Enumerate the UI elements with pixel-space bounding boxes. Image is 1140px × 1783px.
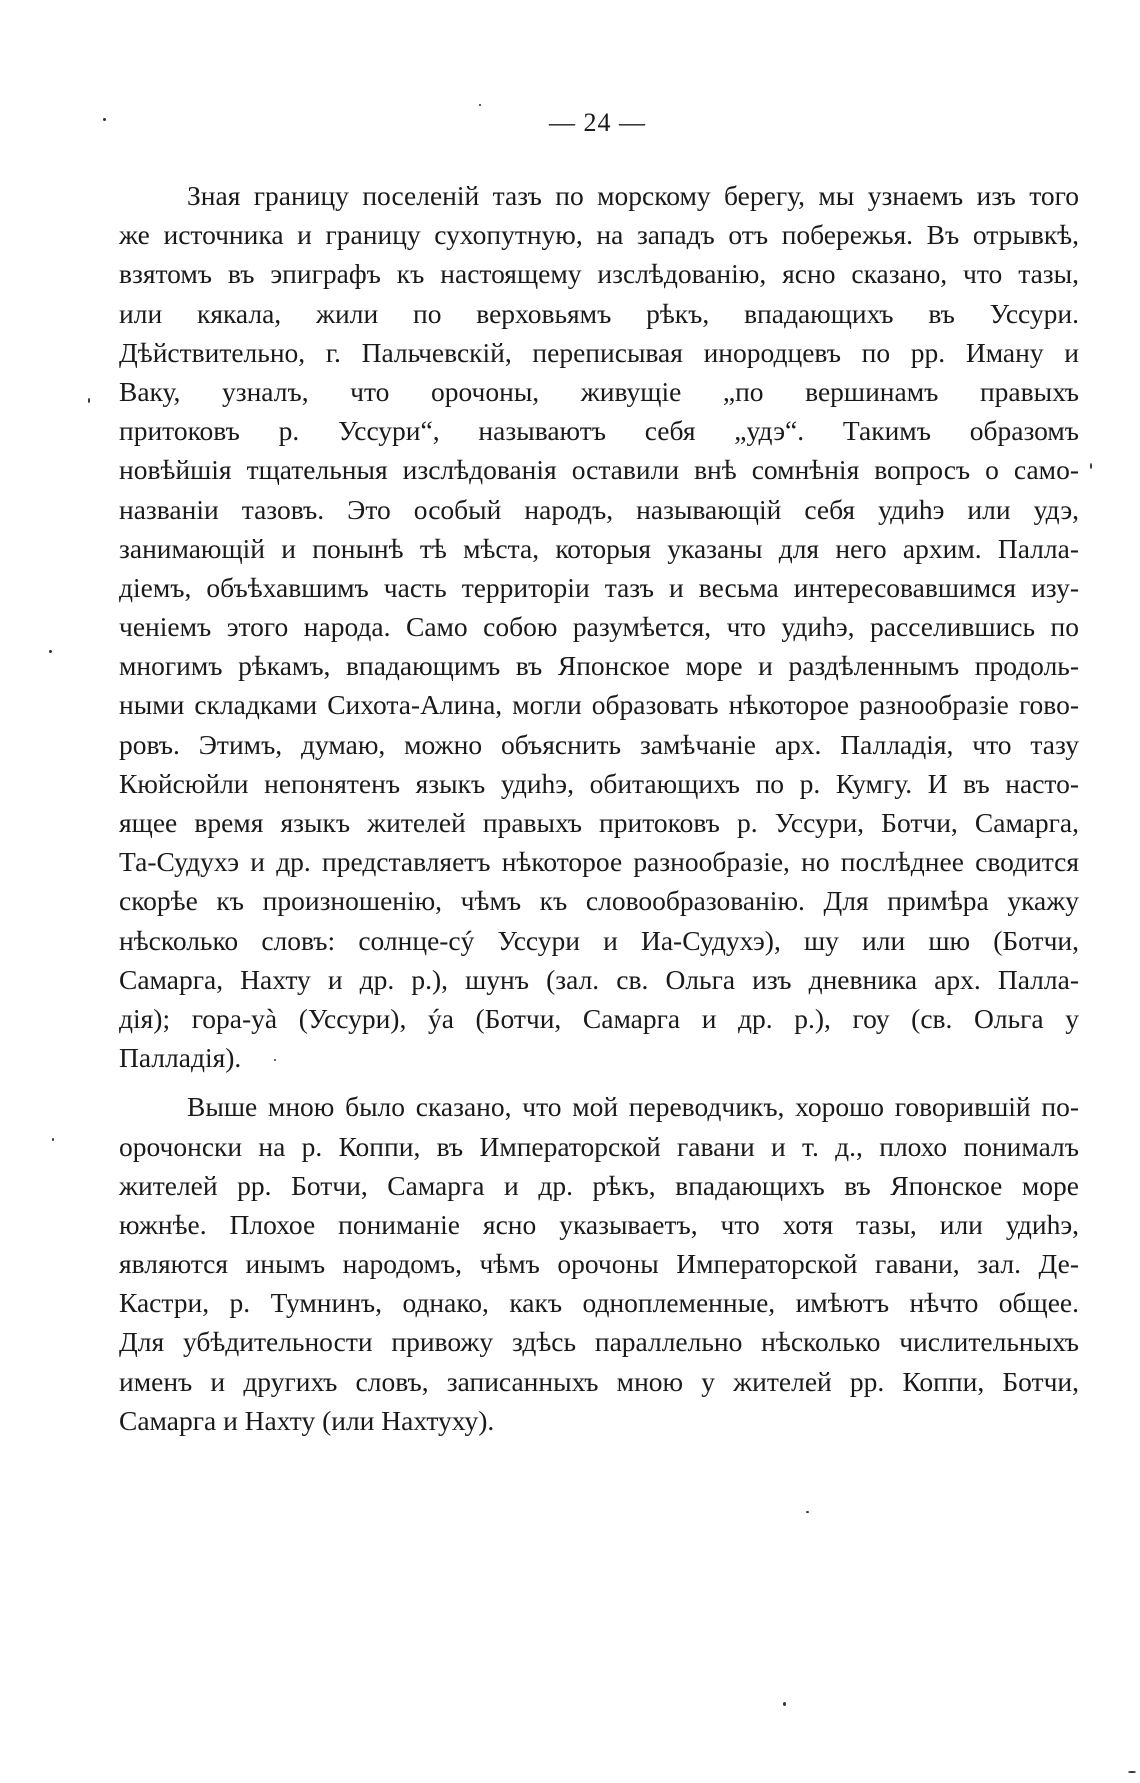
scan-speck [806,1511,809,1513]
paragraph-1 [119,176,1079,1077]
scan-speck [1090,463,1092,469]
text-line: дія); гора-уà (Уссури), ýа (Ботчи, Самарга и др. р.), гоу (св. Ольга у [119,1002,1079,1034]
text-line: жителей рр. Ботчи, Самарга и др. рѣкъ, впадающихъ въ Японское море [119,1169,1079,1201]
scan-speck [479,104,481,106]
text-line: Выше мною было сказано, что мой переводчикъ, хорошо говорившій по- [187,1091,1079,1123]
text-line: названіи тазовъ. Это особый народъ, называющій себя удиhэ или удэ, [119,493,1079,525]
scan-speck [103,118,106,121]
text-line: орочонски на р. Коппи, въ Императорской гавани и т. д., плохо понималъ [119,1130,1079,1162]
text-line: нѣсколько словъ: солнце-сý Уссури и Иа-Судухэ), шу или шю (Ботчи, [119,924,1079,956]
text-line: Самарга и Нахту (или Нахтуху). [119,1404,495,1436]
scan-speck [783,1702,786,1706]
scan-speck [274,1059,276,1061]
paragraph-2 [119,1087,1079,1440]
text-line: ящее время языкъ жителей правыхъ притоковъ р. Уссури, Ботчи, Самарга, [119,807,1079,838]
text-line: взятомъ въ эпиграфъ къ настоящему изслѣдованію, ясно сказано, что тазы, [119,258,1079,290]
text-line: Ваку, узналъ, что орочоны, живущіе „по вершинамъ правыхъ [119,375,1079,407]
text-line: Для убѣдительности привожу здѣсь параллельно нѣсколько числительныхъ [119,1326,1079,1358]
text-line: Та-Судухэ и др. представляетъ нѣкоторое разнообразіе, но послѣднее сводится [119,846,1079,878]
paragraph-gap [119,1077,1079,1087]
text-line: Кастри, р. Тумнинъ, однако, какъ одноплеменные, имѣютъ нѣчто общее. [119,1287,1079,1319]
text-line: новѣйшія тщательныя изслѣдованія оставили внѣ сомнѣнія вопросъ о само- [119,454,1079,486]
text-line: многимъ рѣкамъ, впадающимъ въ Японское море и раздѣленнымъ продоль- [119,650,1079,682]
scan-speck [49,650,52,653]
text-line: Палладія). [119,1042,242,1074]
text-line: Дѣйствительно, г. Пальчевскій, переписывая инородцевъ по рр. Иману и [119,336,1079,368]
text-line: діемъ, объѣхавшимъ часть территоріи тазъ и весьма интересовавшимся изу- [119,571,1079,603]
text-line: ченіемъ этого народа. Само собою разумѣется, что удиhэ, расселившись по [119,611,1079,643]
page-number: — 24 — [549,108,646,137]
scan-speck [88,398,90,403]
text-line: южнѣе. Плохое пониманіе ясно указываетъ, что хотя тазы, или удиhэ, [119,1208,1079,1240]
scan-speck [1128,1771,1136,1773]
text-line: скорѣе къ произношенію, чѣмъ къ словообразованію. Для примѣра укажу [119,885,1079,917]
text-line: именъ и другихъ словъ, записанныхъ мною у жителей рр. Коппи, Ботчи, [119,1365,1079,1397]
text-line: Кюйсюйли непонятенъ языкъ удиhэ, обитающихъ по р. Кумгу. И въ насто- [119,767,1079,799]
text-line: Зная границу поселеній тазъ по морскому берегу, мы узнаемъ изъ того [187,180,1079,211]
text-line: ровъ. Этимъ, думаю, можно объяснить замѣчаніе арх. Палладія, что тазу [119,728,1079,760]
text-line: же источника и границу сухопутную, на западъ отъ побережья. Въ отрывкѣ, [119,219,1079,251]
text-line: занимающій и понынѣ тѣ мѣста, которыя указаны для него архим. Палла- [119,532,1079,564]
text-line: Самарга, Нахту и др. р.), шунъ (зал. св. Ольга изъ дневника арх. Палла- [119,963,1079,995]
text-line: притоковъ р. Уссури“, называютъ себя „удэ“. Такимъ образомъ [119,415,1079,447]
text-line: или кякала, жили по верховьямъ рѣкъ, впадающихъ въ Уссури. [119,297,1079,329]
text-line: являются инымъ народомъ, чѣмъ орочоны Императорской гавани, зал. Де- [119,1248,1079,1280]
scan-speck [52,1138,54,1141]
body-text [119,176,1079,1440]
text-line: ными складками Сихота-Алина, могли образовать нѣкоторое разнообразіе гово- [119,689,1079,721]
